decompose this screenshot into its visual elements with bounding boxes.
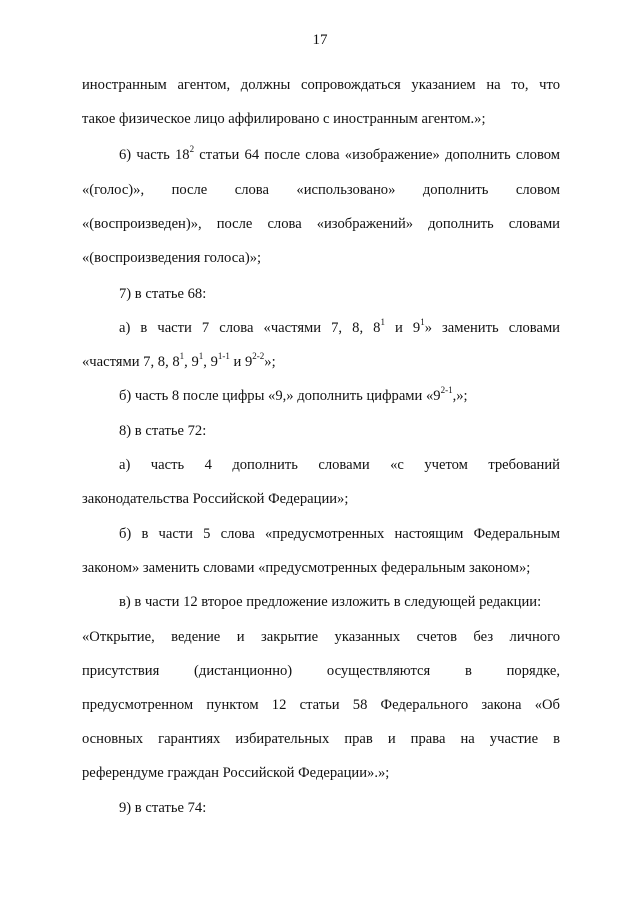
superscript: 1 [198, 351, 204, 362]
text-line: референдуме граждан Российской Федерации».»; [82, 765, 390, 781]
text-line: 7) в статье 68: [119, 286, 207, 302]
superscript: 1 [420, 317, 425, 328]
superscript: 2-2 [252, 351, 265, 362]
text-line: «Открытие, ведение и закрытие указанных счетов без личного [82, 629, 560, 645]
text-line: в) в части 12 второе предложение изложить в следующей редакции: [119, 594, 542, 610]
text-line: иностранным агентом, должны сопровождаться указанием на то, что [82, 77, 560, 93]
text-line: 9) в статье 74: [119, 800, 207, 816]
superscript: 2-1 [440, 385, 453, 396]
superscript: 2 [189, 144, 195, 155]
text-line: «частями 7, 8, $8^1$, $9^1$, 9$^{1-1}$ и 9$^{2-2}$»; [82, 351, 276, 370]
text-line: основных гарантиях избирательных прав и права на участие в [82, 731, 560, 747]
text-line: предусмотренном пунктом 12 статьи 58 Федерального закона «Об [82, 697, 560, 713]
text-line: «(воспроизведен)», после слова «изображений» дополнить словами [82, 216, 560, 232]
superscript: 1 [179, 351, 185, 362]
text-line: б) в части 5 слова «предусмотренных настоящим Федеральным [119, 526, 560, 542]
text-line: законодательства Российской Федерации»; [82, 491, 349, 507]
text-line: такое физическое лицо аффилировано с иностранным агентом.»; [82, 111, 486, 127]
text-line: 8) в статье 72: [119, 423, 207, 439]
text-line: а) в части 7 слова «частями 7, 8, $8^1$ и $9^1$» заменить словами [119, 317, 560, 336]
superscript: 1-1 [217, 351, 230, 362]
text-line: «(воспроизведения голоса)»; [82, 250, 262, 266]
text-line: «(голос)», после слова «использовано» дополнить словом [82, 182, 560, 198]
text-line: 6) часть $18^2$ статьи 64 после слова «изображение» дополнить словом [119, 144, 560, 163]
page-number: 17 [312, 32, 328, 48]
text-line: а) часть 4 дополнить словами «с учетом требований [119, 457, 560, 473]
text-line: присутствия (дистанционно) осуществляются в порядке, [82, 663, 560, 679]
text-line: законом» заменить словами «предусмотренных федеральным законом»; [82, 560, 531, 576]
text-line: б) часть 8 после цифры «9,» дополнить цифрами «9$^{2-1}$,»; [119, 385, 468, 404]
superscript: 1 [380, 317, 385, 328]
